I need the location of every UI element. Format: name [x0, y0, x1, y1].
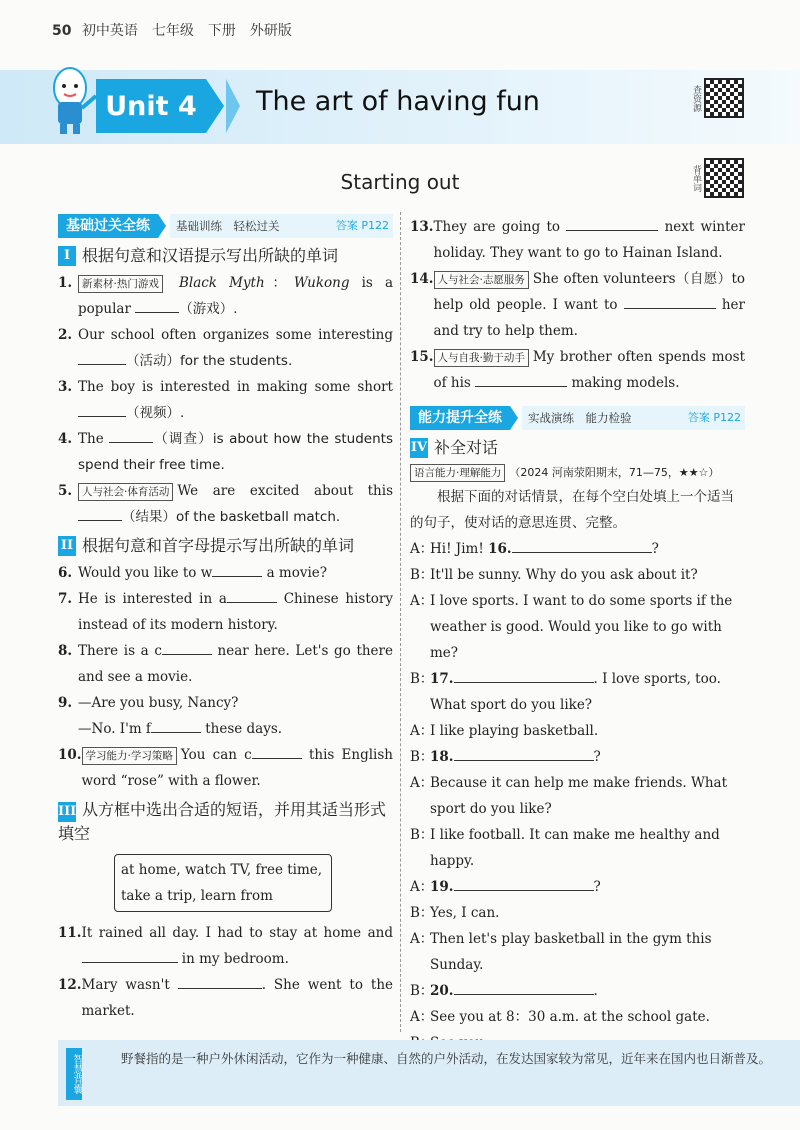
text: . She went to the market. — [81, 977, 394, 1019]
text: this English word “rose” with a flower. — [81, 747, 393, 789]
speaker: A： — [410, 541, 434, 557]
dialogue-instructions: 根据下面的对话情景，在每个空白处填上一个适当的句子，使对话的意思连贯、完整。 — [410, 489, 734, 531]
question-body — [434, 214, 746, 266]
dialogue-line — [410, 822, 745, 874]
dialogue-line — [410, 588, 745, 666]
footer-text: 野餐指的是一种户外休闲活动，它作为一种健康、自然的户外活动，在发达国家较为常见，近年来在国内也日渐普及。 — [121, 1051, 772, 1066]
text: He is interested in a — [78, 591, 227, 607]
dialogue-line — [410, 562, 745, 588]
question-number: 10. — [58, 747, 82, 763]
part-title: 根据句意和汉语提示写出所缺的单词 — [82, 246, 339, 265]
question-number: 18. — [430, 749, 454, 765]
text: near here. Let's go there and see a movie. — [78, 643, 393, 685]
question-5 — [58, 478, 393, 530]
question-12 — [58, 972, 393, 1024]
dialogue-line — [410, 978, 745, 1004]
answer-blank[interactable] — [454, 979, 594, 995]
text: ? — [593, 749, 601, 765]
text: The — [78, 431, 110, 447]
text: （视频）. — [126, 405, 185, 421]
text: Because it can help me make friends. What sport do you like? — [430, 775, 728, 817]
section-title: Starting out — [340, 170, 460, 194]
question-body — [78, 638, 393, 690]
part-heading — [58, 534, 393, 558]
question-number: 8. — [58, 643, 73, 659]
chevron-icon — [226, 79, 240, 133]
question-number: 3. — [58, 379, 73, 395]
answer-blank[interactable] — [475, 371, 567, 387]
text: . — [593, 983, 598, 999]
chevron-icon — [206, 79, 224, 133]
text: （调查）is about how the students spend their free time. — [78, 431, 393, 473]
text: —No. I'm f — [78, 721, 151, 737]
question-number: 13. — [410, 219, 434, 235]
answer-blank[interactable] — [454, 667, 594, 683]
speaker: B： — [410, 671, 434, 687]
question-number: 5. — [58, 483, 73, 499]
answer-blank[interactable] — [512, 537, 652, 553]
question-2 — [58, 322, 393, 374]
column-divider — [400, 212, 401, 1032]
text: making models. — [567, 375, 680, 391]
text: She often volunteers（自愿）to help old people. I want to — [433, 271, 745, 313]
dialogue-line — [410, 900, 745, 926]
text: ? — [593, 879, 601, 895]
part-number: I — [58, 246, 76, 266]
question-body — [78, 374, 393, 426]
answer-blank[interactable] — [454, 875, 594, 891]
text: I like football. It can make me healthy and happy. — [430, 827, 720, 869]
question-number: 19. — [430, 879, 454, 895]
text: her and try to help them. — [433, 297, 745, 339]
dialogue-line — [410, 926, 745, 978]
text: Wukong — [293, 275, 350, 291]
dialogue-text — [430, 926, 745, 978]
left-column — [58, 214, 393, 1024]
text: You can c — [180, 747, 252, 763]
speaker: B： — [410, 983, 434, 999]
footer-label: 智慧背囊 — [66, 1048, 82, 1100]
pill-subtitle: 实战演练 能力检验 — [522, 406, 688, 430]
dialogue-text — [430, 1004, 745, 1030]
question-body — [78, 586, 393, 638]
speaker: B： — [410, 827, 434, 843]
book-info: 初中英语 七年级 下册 外研版 — [81, 23, 292, 39]
question-body — [78, 560, 393, 586]
question-body — [82, 920, 394, 972]
answer-blank[interactable] — [252, 743, 302, 759]
topic-tag: 人与社会·体育活动 — [78, 483, 173, 501]
speaker: A： — [410, 775, 434, 791]
question-number: 6. — [58, 565, 73, 581]
question-number: 17. — [430, 671, 454, 687]
dialogue-text — [430, 744, 745, 770]
answer-blank[interactable] — [566, 215, 658, 231]
phrase-line: at home, watch TV, free time, — [121, 862, 323, 878]
question-4 — [58, 426, 393, 478]
text: We are excited about this — [177, 483, 393, 499]
speaker: B： — [410, 567, 434, 583]
pill-title: 能力提升全练 — [410, 406, 510, 430]
dialogue-text — [430, 536, 745, 562]
part-heading — [58, 798, 393, 846]
text: It rained all day. I had to stay at home and — [81, 925, 393, 941]
dialogue-text — [430, 770, 745, 822]
topic-tag: 新素材·热门游戏 — [78, 275, 163, 293]
answer-blank[interactable] — [109, 427, 153, 443]
qr-resources[interactable] — [690, 78, 744, 118]
dialogue-line — [410, 536, 745, 562]
part-number: IV — [410, 438, 428, 458]
speaker: A： — [410, 593, 434, 609]
question-number: 4. — [58, 431, 73, 447]
question-11 — [58, 920, 393, 972]
unit-banner — [0, 62, 800, 150]
phrase-box — [114, 854, 332, 912]
question-15 — [410, 344, 745, 396]
text: is a popular — [78, 275, 393, 317]
dialogue-line — [410, 666, 745, 718]
answer-blank[interactable] — [178, 973, 262, 989]
question-7 — [58, 586, 393, 638]
text: See you at 8：30 a.m. at the school gate. — [430, 1009, 710, 1025]
topic-tag: 语言能力·理解能力 — [410, 464, 505, 482]
text: . I love sports, too. What sport do you like? — [430, 671, 721, 713]
part-title: 补全对话 — [434, 438, 499, 457]
question-14 — [410, 266, 745, 344]
text: There is a c — [78, 643, 162, 659]
question-number: 9. — [58, 695, 73, 711]
topic-tag: 人与社会·志愿服务 — [434, 271, 529, 289]
topic-tag: 人与自我·勤于动手 — [434, 349, 529, 367]
dialogue-text — [430, 900, 745, 926]
dialogue-line — [410, 770, 745, 822]
question-body — [82, 972, 394, 1024]
text: a movie? — [262, 565, 328, 581]
part-title: 根据句意和首字母提示写出所缺的单词 — [82, 536, 355, 555]
text: The boy is interested in making some short — [78, 379, 393, 395]
text: Then let's play basketball in the gym this Sunday. — [430, 931, 712, 973]
part-title: 从方框中选出合适的短语，并用其适当形式填空 — [58, 800, 387, 843]
speaker: A： — [410, 1009, 434, 1025]
question-number: 1. — [58, 275, 73, 291]
text: （活动）for the students. — [126, 353, 293, 369]
question-9 — [58, 690, 393, 742]
text: these days. — [200, 721, 283, 737]
answer-blank[interactable] — [212, 561, 262, 577]
dialogue-text — [430, 718, 745, 744]
text: Chinese history instead of its modern history. — [78, 591, 393, 633]
question-body — [434, 266, 746, 344]
question-body — [78, 426, 393, 478]
text: Our school often organizes some interesting — [78, 327, 393, 343]
part-heading — [58, 244, 393, 268]
text: Yes, I can. — [430, 905, 500, 921]
answer-blank[interactable] — [135, 297, 179, 313]
text: They are going to — [433, 219, 567, 235]
section-pill-advanced — [410, 406, 745, 430]
answer-ref[interactable]: 答案 P122 — [336, 214, 393, 238]
text: in my bedroom. — [177, 951, 289, 967]
answer-blank[interactable] — [624, 293, 716, 309]
dialogue-line — [410, 744, 745, 770]
question-10 — [58, 742, 393, 794]
part-number: III — [58, 802, 76, 822]
page-header — [52, 20, 292, 40]
dialogue-text — [430, 588, 745, 666]
right-column — [410, 214, 745, 1056]
speaker: B： — [410, 749, 434, 765]
answer-blank[interactable] — [227, 587, 277, 603]
dialogue-line — [410, 874, 745, 900]
question-number: 12. — [58, 977, 82, 993]
answer-ref[interactable]: 答案 P122 — [688, 406, 745, 430]
pill-title: 基础过关全练 — [58, 214, 158, 238]
question-13 — [410, 214, 745, 266]
part-heading — [410, 436, 745, 460]
answer-blank[interactable] — [78, 505, 122, 521]
text: ： — [264, 275, 294, 291]
text: Hi! Jim! — [430, 541, 489, 557]
part-number: II — [58, 536, 76, 556]
chevron-icon — [158, 214, 166, 238]
question-body — [78, 690, 393, 742]
qr-label: 查资源 — [691, 84, 701, 112]
dialogue-line — [410, 1004, 745, 1030]
mascot-icon — [40, 62, 100, 138]
unit-title: The art of having fun — [256, 86, 540, 117]
speaker: A： — [410, 723, 434, 739]
text: Mary wasn't — [81, 977, 178, 993]
text: （游戏）. — [179, 301, 238, 317]
dialogue-text — [430, 562, 745, 588]
text: （结果）of the basketball match. — [122, 509, 341, 525]
qr-label: 背单词 — [691, 164, 701, 192]
answer-blank[interactable] — [151, 717, 201, 733]
text: next winter holiday. They want to go to Hainan Island. — [433, 219, 745, 261]
question-body — [78, 322, 393, 374]
dialogue-text — [430, 666, 745, 718]
qr-code-icon[interactable] — [704, 78, 744, 118]
source-text: （2024 河南荥阳期末，71—75，★★☆） — [509, 466, 720, 479]
question-number: 16. — [488, 541, 512, 557]
unit-label: Unit 4 — [96, 79, 206, 133]
answer-blank[interactable] — [454, 745, 594, 761]
text: —Are you busy, Nancy? — [78, 695, 239, 711]
speaker: A： — [410, 879, 434, 895]
question-body — [82, 742, 394, 794]
question-number: 15. — [410, 349, 434, 365]
speaker: B： — [410, 905, 434, 921]
answer-blank[interactable] — [82, 947, 178, 963]
page-number: 50 — [52, 23, 72, 39]
answer-blank[interactable] — [162, 639, 212, 655]
question-1 — [58, 270, 393, 322]
answer-blank[interactable] — [78, 349, 126, 365]
pill-subtitle: 基础训练 轻松过关 — [170, 214, 336, 238]
question-number: 2. — [58, 327, 73, 343]
tip-footer — [58, 1040, 800, 1106]
text: It'll be sunny. Why do you ask about it? — [430, 567, 698, 583]
question-body — [434, 344, 746, 396]
question-body — [78, 478, 393, 530]
dialogue-text — [430, 874, 745, 900]
question-3 — [58, 374, 393, 426]
dialogue-line — [410, 718, 745, 744]
dialogue-text — [430, 978, 745, 1004]
text: I like playing basketball. — [430, 723, 599, 739]
question-number: 14. — [410, 271, 434, 287]
dialogue — [410, 536, 745, 1056]
text: Black Myth — [178, 275, 265, 291]
question-8 — [58, 638, 393, 690]
question-number: 20. — [430, 983, 454, 999]
text: Would you like to w — [78, 565, 213, 581]
answer-blank[interactable] — [78, 401, 126, 417]
speaker: A： — [410, 931, 434, 947]
chevron-icon — [510, 406, 518, 430]
question-6 — [58, 560, 393, 586]
topic-tag: 学习能力·学习策略 — [82, 747, 177, 765]
text: I love sports. I want to do some sports if the weather is good. Would you like to go with me? — [430, 593, 733, 661]
section-pill-basic — [58, 214, 393, 238]
text: ? — [651, 541, 659, 557]
question-number: 7. — [58, 591, 73, 607]
dialogue-text — [430, 822, 745, 874]
question-number: 11. — [58, 925, 82, 941]
phrase-line: take a trip, learn from — [121, 888, 273, 904]
text: My brother often spends most of his — [433, 349, 745, 391]
source-line — [410, 462, 745, 484]
question-body — [78, 270, 393, 322]
